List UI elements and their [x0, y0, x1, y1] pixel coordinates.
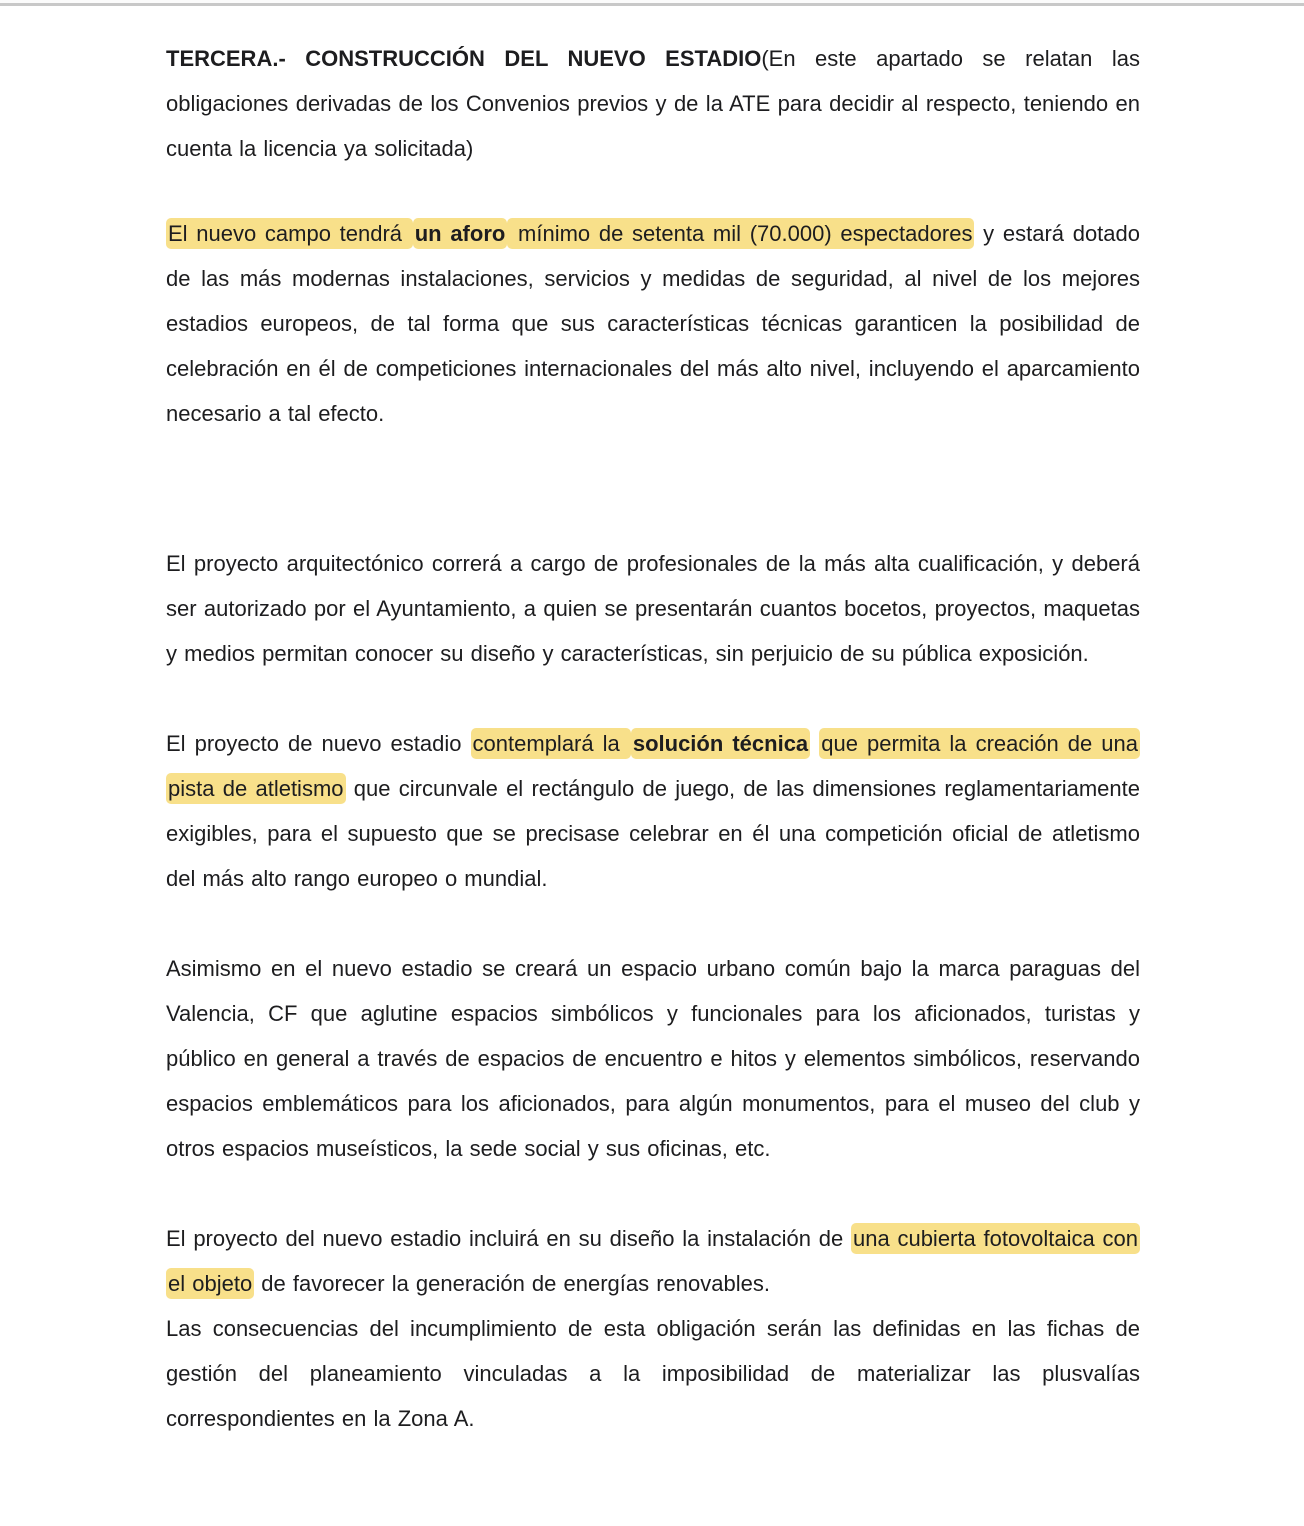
- highlighted-text: solución técnica: [631, 728, 810, 759]
- paragraph-consecuencias: [166, 1306, 1140, 1441]
- text-run: Asimismo en el nuevo estadio se creará un espacio urbano común bajo la marca paraguas del Valencia, CF que aglutine espacios simbólicos y funcionales para los aficionados, turistas y público en general a través de espacios de encuentro e hitos y elementos simbólicos, reservando espacios emblemáticos para los aficionados, para algún monumentos, para el museo del club y otros espacios museísticos, la sede social y sus oficinas, etc.: [166, 956, 1140, 1161]
- paragraph-aforo: [166, 211, 1140, 436]
- paragraph-proyecto-arquitectonico: [166, 541, 1140, 676]
- text-run: [810, 731, 819, 756]
- paragraph-espacio-urbano: [166, 946, 1140, 1171]
- highlighted-text: un aforo: [413, 218, 508, 249]
- paragraphs-container: [166, 36, 1140, 1441]
- paragraph-cubierta-fotovoltaica: [166, 1216, 1140, 1306]
- highlighted-text: una cubierta fotovoltaica con el objeto: [166, 1223, 1140, 1299]
- text-run: El proyecto del nuevo estadio incluirá en su diseño la instalación de: [166, 1226, 851, 1251]
- text-run: que circunvale el rectángulo de juego, de las dimensiones reglamentariamente exigibles, para el supuesto que se precisase celebrar en él una competición oficial de atletismo del más alto rango europeo o mundial.: [166, 776, 1140, 891]
- highlighted-text: contemplará la: [471, 728, 631, 759]
- highlighted-text: que permita la creación de una pista de atletismo: [166, 728, 1140, 804]
- paragraph-pista-atletismo: [166, 721, 1140, 901]
- document-page: [0, 6, 1304, 1526]
- highlighted-text: El nuevo campo tendrá: [166, 218, 413, 249]
- highlighted-text: mínimo de setenta mil (70.000) espectadores: [507, 218, 974, 249]
- clause-heading: [166, 36, 1140, 171]
- text-run: El proyecto arquitectónico correrá a cargo de profesionales de la más alta cualificación, y deberá ser autorizado por el Ayuntamiento, a quien se presentarán cuantos bocetos, proyectos, maquetas y medios permitan conocer su diseño y características, sin perjuicio de su pública exposición.: [166, 551, 1140, 666]
- text-run: de favorecer la generación de energías renovables.: [254, 1271, 770, 1296]
- text-run: TERCERA.- CONSTRUCCIÓN DEL NUEVO ESTADIO: [166, 46, 762, 71]
- text-run: El proyecto de nuevo estadio: [166, 731, 471, 756]
- text-run: y estará dotado de las más modernas instalaciones, servicios y medidas de seguridad, al nivel de los mejores estadios europeos, de tal forma que sus características técnicas garanticen la posibilidad de celebración en él de competiciones internacionales del más alto nivel, incluyendo el aparcamiento necesario a tal efecto.: [166, 221, 1140, 426]
- text-run: (En este apartado se relatan las obligaciones derivadas de los Convenios previos y de la ATE para decidir al respecto, teniendo en cuenta la licencia ya solicitada): [166, 46, 1140, 161]
- text-run: Las consecuencias del incumplimiento de esta obligación serán las definidas en las fichas de gestión del planeamiento vinculadas a la imposibilidad de materializar las plusvalías correspondientes en la Zona A.: [166, 1316, 1140, 1431]
